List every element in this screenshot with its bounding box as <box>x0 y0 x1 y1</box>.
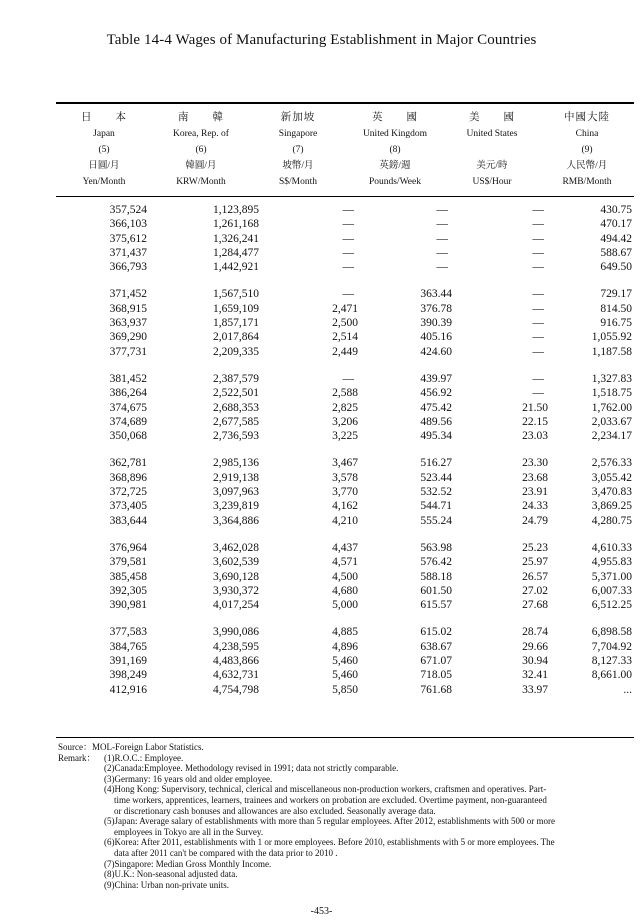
header-code: (7) <box>292 145 304 155</box>
table-row <box>56 217 634 231</box>
table-cell: 4,437 <box>332 541 358 554</box>
header-en: China <box>575 129 599 139</box>
table-cell: 3,239,819 <box>213 500 259 513</box>
header-en: United Kingdom <box>362 129 428 139</box>
table-cell: 424.60 <box>420 345 452 358</box>
table-row <box>56 555 634 569</box>
table-cell: 2,514 <box>332 331 358 344</box>
remark-line: (5)Japan: Average salary of establishments with more than 5 regular employees. After 2012, establishments with 500 or more <box>104 816 555 827</box>
table-row <box>56 485 634 499</box>
row-group <box>56 203 634 274</box>
table-cell: 761.68 <box>420 683 452 696</box>
table-cell: 391,169 <box>109 655 147 668</box>
table-row <box>56 401 634 415</box>
table-cell: 24.33 <box>522 500 548 513</box>
table-cell: 4,955.83 <box>591 556 632 569</box>
table-cell: 376.78 <box>420 302 452 315</box>
header-col-1 <box>152 110 250 192</box>
table-cell: 3,602,539 <box>213 556 259 569</box>
table-row <box>56 598 634 612</box>
table-cell: 375,612 <box>109 232 147 245</box>
table-cell: 4,680 <box>332 584 358 597</box>
table-row <box>56 287 634 301</box>
table-row <box>56 386 634 400</box>
table-cell: 4,210 <box>332 514 358 527</box>
table-cell: 6,512.25 <box>591 599 632 612</box>
remark-line: (2)Canada:Employee. Methodology revised in 1991; data not strictly comparable. <box>104 763 399 774</box>
table-cell: — <box>342 261 354 274</box>
header-en: Singapore <box>278 129 318 139</box>
table-cell: 563.98 <box>420 541 452 554</box>
table-cell: 718.05 <box>420 669 452 682</box>
header-en: Korea, Rep. of <box>173 129 229 139</box>
table-cell: 1,187.58 <box>591 345 632 358</box>
table-cell: 27.02 <box>522 584 548 597</box>
table-cell: 601.50 <box>420 584 452 597</box>
header-zh: 南 韓 <box>178 112 224 123</box>
table-cell: 649.50 <box>600 261 632 274</box>
header-en: Japan <box>93 129 115 139</box>
header-unit-zh: 坡幣/月 <box>282 161 314 171</box>
table-cell: 22.15 <box>522 415 548 428</box>
remark-line: (7)Singapore: Median Gross Monthly Income. <box>104 858 272 869</box>
table-cell: — <box>532 246 544 259</box>
table-cell: 26.57 <box>522 570 548 583</box>
header-unit-en: Yen/Month <box>82 177 126 187</box>
table-cell: 374,675 <box>109 401 147 414</box>
header-zh: 中國大陸 <box>564 112 610 123</box>
remark-line: (9)China: Urban non-private units. <box>104 879 229 890</box>
table-cell: 2,449 <box>332 345 358 358</box>
table-cell: — <box>436 232 448 245</box>
header-unit-zh: 英鎊/週 <box>379 161 411 171</box>
row-group <box>56 372 634 443</box>
table-cell: 23.68 <box>522 471 548 484</box>
table-cell: 1,762.00 <box>591 401 632 414</box>
table-cell: 1,284,477 <box>213 246 259 259</box>
row-group <box>56 456 634 527</box>
table-cell: 5,460 <box>332 655 358 668</box>
table-cell: 6,007.33 <box>591 584 632 597</box>
table-cell: 27.68 <box>522 599 548 612</box>
table-cell: — <box>436 204 448 216</box>
remark-line: (4)Hong Kong: Supervisory, technical, clerical and miscellaneous non-production workers, craftsmen and operatives. Part- <box>104 784 547 795</box>
table-cell: 3,578 <box>332 471 358 484</box>
table-cell: 2,825 <box>332 401 358 414</box>
page-number: -453- <box>310 906 333 917</box>
remark-label: Remark： <box>58 752 96 763</box>
table-cell: 6,898.58 <box>591 626 632 639</box>
header-en: United States <box>466 129 518 139</box>
table-cell: — <box>342 218 354 231</box>
table-cell: 2,576.33 <box>591 457 632 470</box>
table-row <box>56 372 634 386</box>
table-cell: 4,162 <box>332 500 358 513</box>
table-row <box>56 302 634 316</box>
table-cell: 475.42 <box>420 401 452 414</box>
notes <box>58 742 633 890</box>
table-cell: 5,460 <box>332 669 358 682</box>
table-cell: 4,571 <box>332 556 358 569</box>
remark-line: data after 2011 can't be compared with the data prior to 2010 . <box>114 847 338 858</box>
table-cell: 4,017,254 <box>213 599 259 612</box>
table-cell: 23.30 <box>522 457 548 470</box>
table-cell: 4,500 <box>332 570 358 583</box>
table-cell: — <box>436 218 448 231</box>
table-cell: 2,033.67 <box>591 415 632 428</box>
table-cell: — <box>532 387 544 400</box>
table-cell: 3,869.25 <box>591 500 632 513</box>
table-cell: 3,364,886 <box>213 514 259 527</box>
table-body <box>56 203 634 710</box>
table-cell: 23.03 <box>522 430 548 443</box>
header-col-5 <box>540 110 634 192</box>
table-cell: 2,017,864 <box>213 331 259 344</box>
table-cell: 21.50 <box>522 401 548 414</box>
table-cell: 1,326,241 <box>213 232 259 245</box>
table-cell: 439.97 <box>420 372 452 385</box>
table-cell: 1,518.75 <box>591 387 632 400</box>
source-note: Source：MOL-Foreign Labor Statistics. <box>58 742 204 752</box>
table-cell: 3,055.42 <box>591 471 632 484</box>
table-row <box>56 203 634 217</box>
table-cell: 390,981 <box>109 599 147 612</box>
table-row <box>56 330 634 344</box>
table-cell: 2,588 <box>332 387 358 400</box>
table-cell: 412,916 <box>109 683 147 696</box>
table-cell: — <box>532 204 544 216</box>
remark-line: (6)Korea: After 2011, establishments with 1 or more employees. Before 2010, establishments with 5 or more employees. The <box>104 837 555 848</box>
header-unit-zh: 美元/時 <box>476 161 508 171</box>
table-cell: 33.97 <box>522 683 548 696</box>
table-cell: 615.57 <box>420 599 452 612</box>
table-cell: — <box>342 232 354 245</box>
table-cell: 3,097,963 <box>213 486 259 499</box>
table-cell: 523.44 <box>420 471 452 484</box>
table-cell: — <box>342 372 354 385</box>
table-cell: — <box>532 232 544 245</box>
table-cell: 350,068 <box>109 430 147 443</box>
table-cell: 2,522,501 <box>213 387 259 400</box>
table-row <box>56 584 634 598</box>
header-rule <box>56 196 634 197</box>
table-cell: 390.39 <box>420 317 452 330</box>
table-cell: 372,725 <box>109 486 147 499</box>
table-cell: 363,937 <box>109 317 147 330</box>
table-cell: 544.71 <box>420 500 452 513</box>
table-cell: 377,731 <box>109 345 147 358</box>
table-cell: 383,644 <box>109 514 147 527</box>
table-cell: 28.74 <box>522 626 548 639</box>
table-cell: 366,103 <box>109 218 147 231</box>
table-row <box>56 625 634 639</box>
table-row <box>56 415 634 429</box>
header-unit-en: Pounds/Week <box>368 177 421 187</box>
table-cell: 381,452 <box>109 372 147 385</box>
table-cell: 3,930,372 <box>213 584 259 597</box>
table-cell: 374,689 <box>109 415 147 428</box>
table-cell: 7,704.92 <box>591 640 632 653</box>
table-cell: 377,583 <box>109 626 147 639</box>
header-unit-zh: 日圓/月 <box>88 161 120 171</box>
table-cell: 2,919,138 <box>213 471 259 484</box>
table-cell: 398,249 <box>109 669 147 682</box>
table-cell: 2,500 <box>332 317 358 330</box>
table-cell: 1,857,171 <box>213 317 259 330</box>
table-row <box>56 345 634 359</box>
table-cell: 363.44 <box>420 288 452 301</box>
table-cell: 2,234.17 <box>591 430 632 443</box>
table-cell: 1,659,109 <box>213 302 259 315</box>
row-group <box>56 625 634 696</box>
table-cell: 30.94 <box>522 655 548 668</box>
table-cell: — <box>532 218 544 231</box>
table-cell: 2,387,579 <box>213 372 259 385</box>
table-cell: 494.42 <box>600 232 632 245</box>
header-unit-en: RMB/Month <box>562 177 612 187</box>
table-cell: 368,896 <box>109 471 147 484</box>
table-row <box>56 640 634 654</box>
table-cell: — <box>342 204 354 216</box>
table-cell: 368,915 <box>109 302 147 315</box>
table-cell: 456.92 <box>420 387 452 400</box>
table-cell: 2,677,585 <box>213 415 259 428</box>
table-cell: 386,264 <box>109 387 147 400</box>
table-cell: — <box>532 261 544 274</box>
table-cell: 2,471 <box>332 302 358 315</box>
header-code: (9) <box>581 145 593 155</box>
table-row <box>56 514 634 528</box>
table-cell: 588.67 <box>600 246 632 259</box>
table-cell: 8,127.33 <box>591 655 632 668</box>
table-cell: 371,452 <box>109 288 147 301</box>
table-cell: ... <box>623 683 632 696</box>
table-cell: 1,055.92 <box>591 331 632 344</box>
table-cell: 470.17 <box>600 218 632 231</box>
header-code: (8) <box>389 145 401 155</box>
header-col-3 <box>346 110 444 192</box>
table-row <box>56 471 634 485</box>
remark-line: (3)Germany: 16 years old and older employee. <box>104 773 273 784</box>
header-code: (5) <box>98 145 110 155</box>
table-cell: — <box>342 246 354 259</box>
table-cell: 362,781 <box>109 457 147 470</box>
table-cell: 4,610.33 <box>591 541 632 554</box>
table-cell: 1,123,895 <box>213 204 259 216</box>
column-header <box>56 110 634 192</box>
table-cell: 371,437 <box>109 246 147 259</box>
table-cell: 588.18 <box>420 570 452 583</box>
table-cell: 532.52 <box>420 486 452 499</box>
table-cell: 8,661.00 <box>591 669 632 682</box>
remarks-list <box>58 753 633 891</box>
table-cell: 516.27 <box>420 457 452 470</box>
table-cell: 615.02 <box>420 626 452 639</box>
remark-line: (1)R.O.C.: Employee. <box>104 752 184 763</box>
header-col-2 <box>250 110 346 192</box>
table-cell: 576.42 <box>420 556 452 569</box>
table-row <box>56 683 634 697</box>
table-cell: 3,690,128 <box>213 570 259 583</box>
table-cell: 814.50 <box>600 302 632 315</box>
header-unit-en: KRW/Month <box>176 177 226 187</box>
table-cell: 638.67 <box>420 640 452 653</box>
header-code: (6) <box>195 145 207 155</box>
table-row <box>56 541 634 555</box>
table-cell: — <box>532 331 544 344</box>
table-cell: 2,985,136 <box>213 457 259 470</box>
header-unit-zh: 人民幣/月 <box>566 161 608 171</box>
table-cell: 3,990,086 <box>213 626 259 639</box>
table-cell: 373,405 <box>109 500 147 513</box>
table-cell: — <box>532 317 544 330</box>
table-cell: 384,765 <box>109 640 147 653</box>
table-cell: 430.75 <box>600 204 632 216</box>
row-group <box>56 541 634 612</box>
table-cell: 25.97 <box>522 556 548 569</box>
table-cell: — <box>436 246 448 259</box>
table-row <box>56 316 634 330</box>
table-cell: — <box>532 345 544 358</box>
table-cell: 555.24 <box>420 514 452 527</box>
remark-line: (8)U.K.: Non-seasonal adjusted data. <box>104 869 238 880</box>
table-cell: 4,754,798 <box>213 683 259 696</box>
table-row <box>56 260 634 274</box>
table-cell: 2,209,335 <box>213 345 259 358</box>
table-cell: 405.16 <box>420 331 452 344</box>
table-cell: 1,567,510 <box>213 288 259 301</box>
table-cell: 4,896 <box>332 640 358 653</box>
table-cell: 1,442,921 <box>213 261 259 274</box>
table-cell: 379,581 <box>109 556 147 569</box>
table-cell: — <box>436 261 448 274</box>
table-cell: 3,225 <box>332 430 358 443</box>
table-cell: 916.75 <box>600 317 632 330</box>
table-cell: 25.23 <box>522 541 548 554</box>
table-row <box>56 570 634 584</box>
table-cell: 3,206 <box>332 415 358 428</box>
header-zh: 英 國 <box>372 112 418 123</box>
table-cell: 5,850 <box>332 683 358 696</box>
remark-line: employees in Tokyo are all in the Survey. <box>114 826 264 837</box>
table-cell: 3,470.83 <box>591 486 632 499</box>
header-unit-en: S$/Month <box>278 177 317 187</box>
header-col-0 <box>56 110 152 192</box>
row-group <box>56 287 634 358</box>
table-cell: 32.41 <box>522 669 548 682</box>
table-cell: 385,458 <box>109 570 147 583</box>
table-cell: 4,483,866 <box>213 655 259 668</box>
header-zh: 新加坡 <box>280 112 316 123</box>
table-cell: 5,000 <box>332 599 358 612</box>
header-unit-en: US$/Hour <box>472 177 512 187</box>
table-cell: 4,885 <box>332 626 358 639</box>
header-code <box>444 142 540 158</box>
table-cell: 4,280.75 <box>591 514 632 527</box>
table-cell: 29.66 <box>522 640 548 653</box>
header-zh: 美 國 <box>469 112 515 123</box>
header-col-4 <box>444 110 540 192</box>
table-cell: 376,964 <box>109 541 147 554</box>
table-row <box>56 246 634 260</box>
table-title: Table 14-4 Wages of Manufacturing Establishment in Major Countries <box>106 32 537 48</box>
remark-line: time workers, apprentices, learners, trainees and workers on probation are excluded. Overtime payment, non-guaranteed <box>114 794 547 805</box>
table-cell: 495.34 <box>420 430 452 443</box>
table-row <box>56 456 634 470</box>
table-cell: — <box>532 288 544 301</box>
table-row <box>56 232 634 246</box>
table-cell: 3,462,028 <box>213 541 259 554</box>
table-row <box>56 654 634 668</box>
table-cell: 4,238,595 <box>213 640 259 653</box>
table-cell: 3,770 <box>332 486 358 499</box>
table-cell: 392,305 <box>109 584 147 597</box>
table-cell: 1,261,168 <box>213 218 259 231</box>
table-cell: 4,632,731 <box>213 669 259 682</box>
table-cell: — <box>532 372 544 385</box>
table-cell: 3,467 <box>332 457 358 470</box>
table-cell: 671.07 <box>420 655 452 668</box>
table-cell: 2,736,593 <box>213 430 259 443</box>
table-cell: 2,688,353 <box>213 401 259 414</box>
table-row <box>56 429 634 443</box>
table-cell: 489.56 <box>420 415 452 428</box>
table-cell: 5,371.00 <box>591 570 632 583</box>
table-cell: 369,290 <box>109 331 147 344</box>
remark-line: or discretionary cash bonuses and allowances are also excluded. Seasonally average data. <box>114 805 436 816</box>
bottom-rule <box>56 737 634 738</box>
table-cell: 366,793 <box>109 261 147 274</box>
table-cell: 23.91 <box>522 486 548 499</box>
table-cell: 729.17 <box>600 288 632 301</box>
table-row <box>56 668 634 682</box>
table-cell: 24.79 <box>522 514 548 527</box>
table-cell: — <box>342 288 354 301</box>
table-cell: — <box>532 302 544 315</box>
header-zh: 日 本 <box>81 112 127 123</box>
header-unit-zh: 韓圓/月 <box>185 161 217 171</box>
table-cell: 357,524 <box>109 204 147 216</box>
table-cell: 1,327.83 <box>591 372 632 385</box>
top-rule <box>56 102 634 104</box>
table-row <box>56 499 634 513</box>
